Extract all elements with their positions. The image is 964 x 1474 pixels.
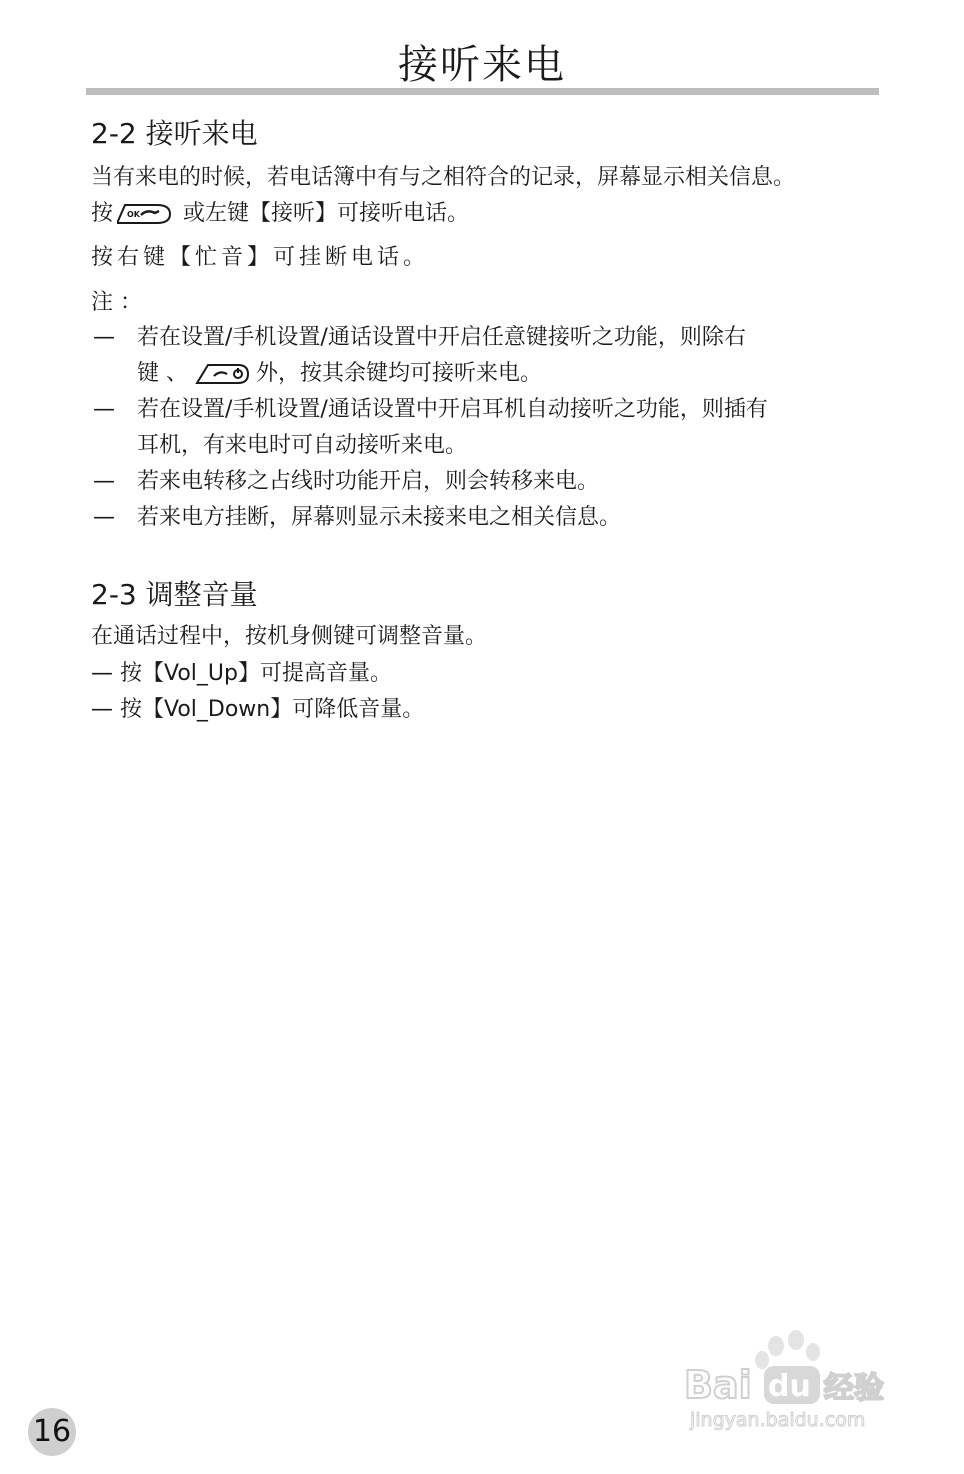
baidu-jingyan-watermark [684,1330,906,1440]
svg-text:经验: 经验 [824,1371,884,1406]
volume-up-item: — 按【Vol_Up】可提高音量。 [91,661,392,686]
note-4-line-1: 若来电方挂断，屏幕则显示未接来电之相关信息。 [137,505,622,530]
svg-text:OK: OK [127,210,141,219]
volume-down-item: — 按【Vol_Down】可降低音量。 [91,697,425,722]
end-key-icon [194,361,250,387]
answer-prefix: 按 [91,201,114,226]
note-dash: — [93,469,115,494]
note-label: 注 ： [91,290,142,315]
note-2-line-2: 耳机，有来电时可自动接听来电。 [137,433,468,458]
note-1-line-2-b: 外，按其余键均可接听来电。 [256,361,543,386]
note-dash: — [93,397,115,422]
paragraph-reject: 按右键【忙音】可挂断电话。 [91,245,430,270]
svg-text:du: du [768,1369,811,1404]
note-3-line-1: 若来电转移之占线时功能开启，则会转移来电。 [137,469,600,494]
page-title: 接听来电 [398,42,566,88]
title-rule [86,88,879,95]
note-1-line-2 [137,359,542,389]
page-number-badge: 16 [28,1408,76,1456]
paragraph-incoming-info: 当有来电的时候，若电话簿中有与之相符合的记录，屏幕显示相关信息。 [91,165,796,190]
paragraph-volume: 在通话过程中，按机身侧键可调整音量。 [91,624,488,649]
call-key-icon [115,201,173,227]
note-dash: — [93,325,115,350]
note-dash: — [93,505,115,530]
section-heading-2-3: 2-3 调整音量 [91,578,258,611]
note-1-line-1: 若在设置/手机设置/通话设置中开启任意键接听之功能，则除右 [137,325,746,350]
svg-text:Bai: Bai [684,1363,752,1407]
note-2-line-1: 若在设置/手机设置/通话设置中开启耳机自动接听之功能，则插有 [137,397,768,422]
svg-text:jingyan.baidu.com: jingyan.baidu.com [690,1409,866,1431]
section-heading-2-2: 2-2 接听来电 [91,117,258,150]
note-1-line-2-a: 键 、 [137,361,188,386]
answer-rest: 或左键【接听】可接听电话。 [183,201,470,226]
paragraph-answer-key [91,199,469,229]
